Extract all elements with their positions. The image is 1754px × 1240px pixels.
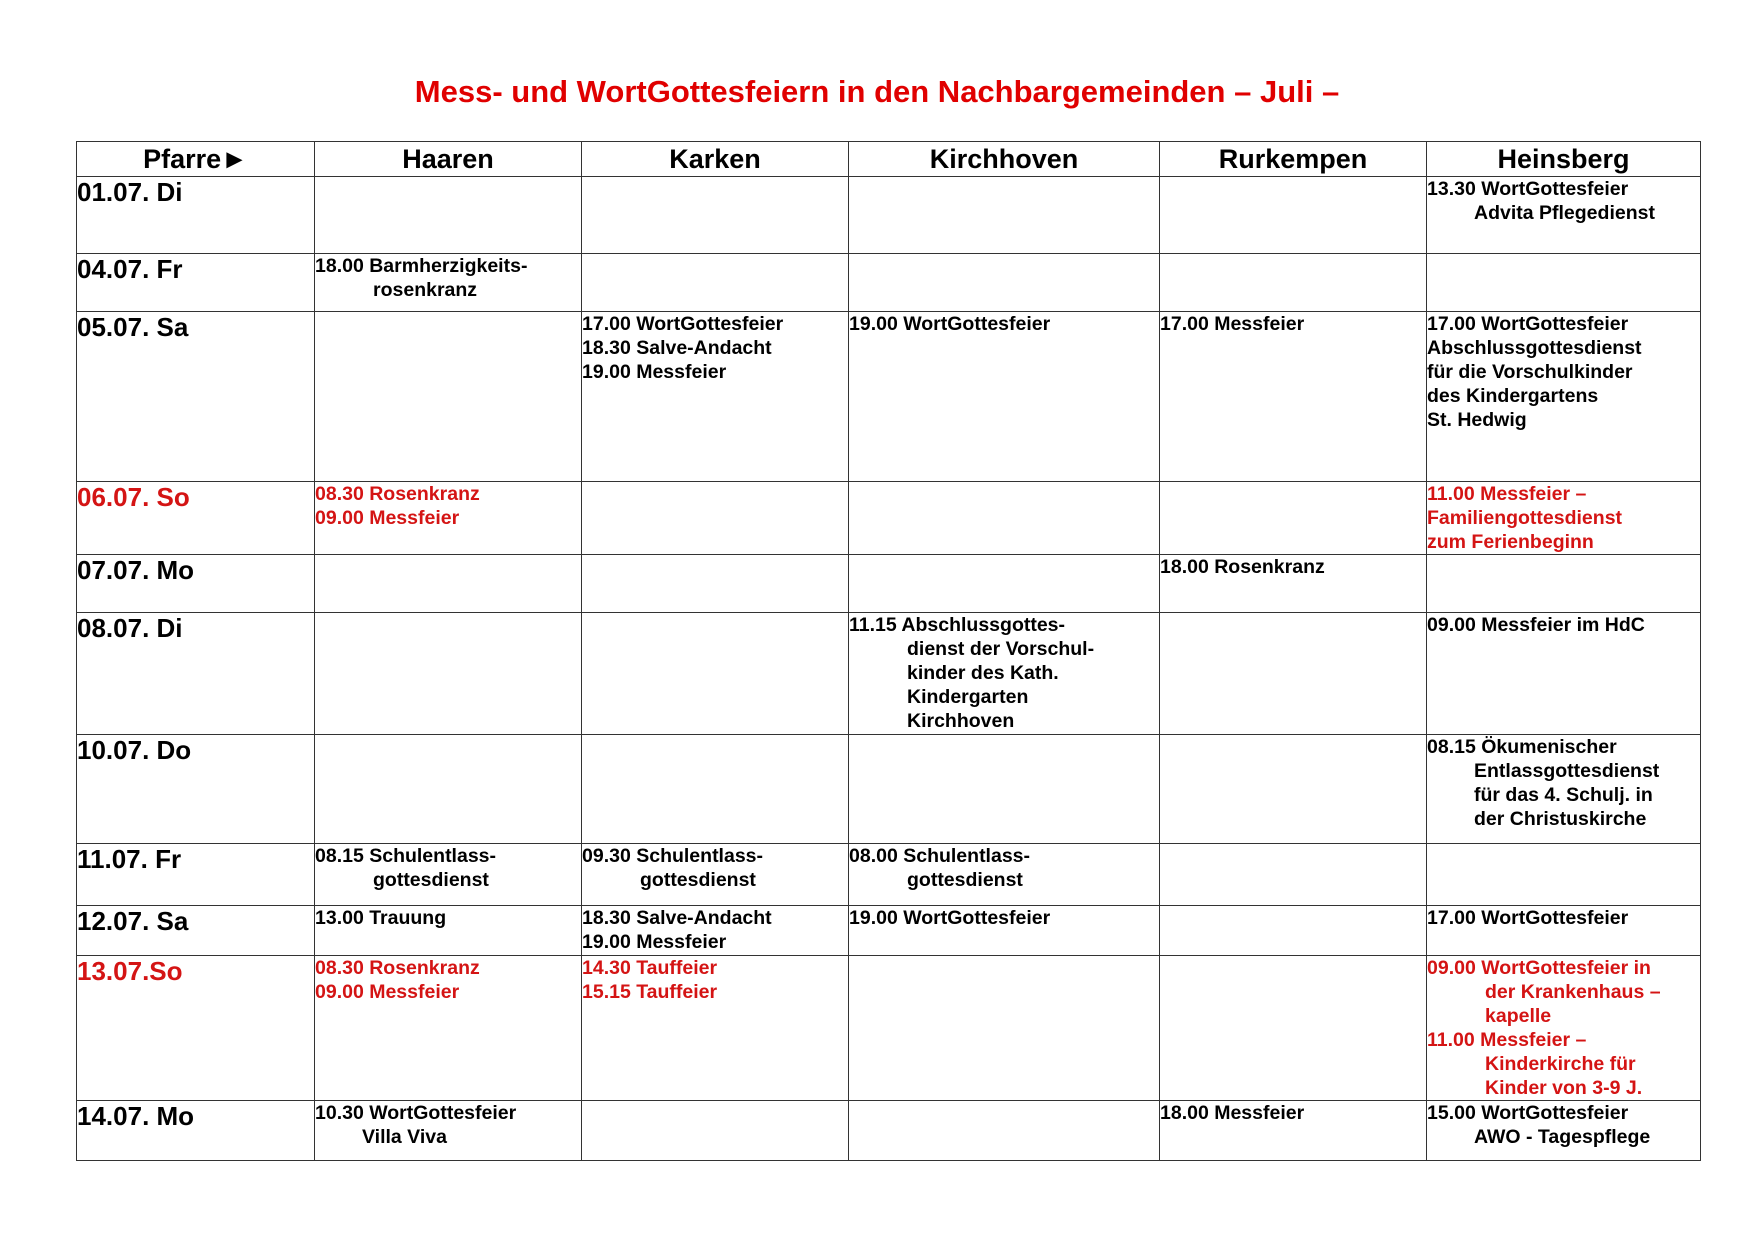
date-cell: 11.07. Fr [77,844,315,906]
table-row [77,555,1701,613]
cell-haaren [315,613,582,735]
header-rurkempen: Rurkempen [1160,142,1427,177]
event-line: dienst der Vorschul- [907,638,1095,660]
event-line: gottesdienst [640,869,756,891]
event-line: 09.00 WortGottesfeier in [1427,957,1651,979]
header-kirchhoven: Kirchhoven [849,142,1160,177]
cell-rurkempen [1160,613,1427,735]
cell-haaren [315,555,582,613]
cell-kirchhoven [849,312,1160,482]
event-line: rosenkranz [373,279,478,301]
cell-karken [582,254,849,312]
date-cell: 06.07. So [77,482,315,555]
event-line: für die Vorschulkinder [1427,361,1633,383]
cell-haaren [315,312,582,482]
cell-haaren [315,254,582,312]
event-line: gottesdienst [373,869,489,891]
schedule-table [76,141,1701,1161]
table-row [77,956,1701,1101]
event-line: Kirchhoven [907,710,1015,732]
header-row [77,142,1701,177]
cell-rurkempen [1160,482,1427,555]
table-row [77,735,1701,844]
cell-rurkempen [1160,177,1427,254]
date-cell: 10.07. Do [77,735,315,844]
event-line: 18.00 Rosenkranz [1160,556,1325,578]
event-line: Villa Viva [362,1126,447,1148]
table-row [77,254,1701,312]
cell-heinsberg [1427,613,1701,735]
date-cell: 14.07. Mo [77,1101,315,1161]
cell-kirchhoven [849,956,1160,1101]
event-line: 18.00 Messfeier [1160,1102,1305,1124]
cell-haaren [315,735,582,844]
cell-rurkempen [1160,956,1427,1101]
cell-rurkempen [1160,555,1427,613]
cell-heinsberg [1427,312,1701,482]
event-line: Familiengottesdienst [1427,507,1623,529]
cell-rurkempen [1160,254,1427,312]
date-cell: 04.07. Fr [77,254,315,312]
cell-haaren [315,1101,582,1161]
event-line: der Krankenhaus – [1485,981,1661,1003]
event-line: 08.30 Rosenkranz [315,957,480,979]
page-title: Mess- und WortGottesfeiern in den Nachbargemeinden – Juli – [414,74,1340,109]
event-line: 09.30 Schulentlass- [582,845,764,867]
date-cell: 13.07.So [77,956,315,1101]
event-line: 08.15 Schulentlass- [315,845,497,867]
table-row [77,906,1701,956]
cell-karken [582,177,849,254]
table-row [77,177,1701,254]
event-line: 13.30 WortGottesfeier [1427,178,1629,200]
cell-kirchhoven [849,613,1160,735]
event-line: 11.15 Abschlussgottes- [849,614,1066,636]
event-line: kinder des Kath. [907,662,1059,684]
cell-haaren [315,844,582,906]
event-line: 17.00 WortGottesfeier [1427,313,1629,335]
event-line: 09.00 Messfeier im HdC [1427,614,1645,636]
event-line: der Christuskirche [1474,808,1647,830]
cell-heinsberg [1427,1101,1701,1161]
event-line: 19.00 WortGottesfeier [849,907,1051,929]
cell-heinsberg [1427,177,1701,254]
cell-haaren [315,906,582,956]
cell-karken [582,482,849,555]
event-line: 17.00 WortGottesfeier [582,313,784,335]
cell-kirchhoven [849,555,1160,613]
date-cell: 01.07. Di [77,177,315,254]
event-line: 15.15 Tauffeier [582,981,718,1003]
cell-rurkempen [1160,1101,1427,1161]
event-line: 15.00 WortGottesfeier [1427,1102,1629,1124]
cell-rurkempen [1160,735,1427,844]
event-line: 18.30 Salve-Andacht [582,337,772,359]
cell-karken [582,735,849,844]
event-line: Kindergarten [907,686,1029,708]
header-heinsberg: Heinsberg [1427,142,1701,177]
event-line: Abschlussgottesdienst [1427,337,1642,359]
table-row [77,1101,1701,1161]
event-line: 13.00 Trauung [315,907,447,929]
cell-kirchhoven [849,482,1160,555]
table-row [77,312,1701,482]
event-line: 19.00 WortGottesfeier [849,313,1051,335]
event-line: Kinder von 3-9 J. [1485,1077,1643,1099]
event-line: 17.00 Messfeier [1160,313,1305,335]
cell-karken [582,312,849,482]
event-line: Advita Pflegedienst [1474,202,1655,224]
event-line: 08.30 Rosenkranz [315,483,480,505]
event-line: 11.00 Messfeier – [1427,1029,1587,1051]
cell-kirchhoven [849,1101,1160,1161]
cell-karken [582,844,849,906]
event-line: St. Hedwig [1427,409,1527,431]
date-cell: 05.07. Sa [77,312,315,482]
cell-heinsberg [1427,844,1701,906]
cell-kirchhoven [849,177,1160,254]
cell-karken [582,1101,849,1161]
cell-karken [582,906,849,956]
table-row [77,844,1701,906]
event-line: kapelle [1485,1005,1552,1027]
event-line: AWO - Tagespflege [1474,1126,1651,1148]
event-line: für das 4. Schulj. in [1474,784,1653,806]
cell-rurkempen [1160,312,1427,482]
date-cell: 08.07. Di [77,613,315,735]
cell-heinsberg [1427,735,1701,844]
event-line: zum Ferienbeginn [1427,531,1594,553]
event-line: 19.00 Messfeier [582,931,727,953]
event-line: 09.00 Messfeier [315,507,460,529]
event-line: Kinderkirche für [1485,1053,1636,1075]
cell-rurkempen [1160,844,1427,906]
cell-kirchhoven [849,906,1160,956]
event-line: 10.30 WortGottesfeier [315,1102,517,1124]
cell-heinsberg [1427,906,1701,956]
cell-heinsberg [1427,482,1701,555]
cell-heinsberg [1427,555,1701,613]
header-karken: Karken [582,142,849,177]
date-cell: 07.07. Mo [77,555,315,613]
cell-karken [582,956,849,1101]
table-row [77,613,1701,735]
cell-haaren [315,177,582,254]
header-pfarre: Pfarre► [77,142,315,177]
event-line: 08.00 Schulentlass- [849,845,1031,867]
event-line: 08.15 Ökumenischer [1427,736,1617,758]
cell-kirchhoven [849,254,1160,312]
event-line: des Kindergartens [1427,385,1599,407]
event-line: 19.00 Messfeier [582,361,727,383]
cell-heinsberg [1427,254,1701,312]
cell-karken [582,555,849,613]
cell-heinsberg [1427,956,1701,1101]
table-row [77,482,1701,555]
event-line: Entlassgottesdienst [1474,760,1660,782]
event-line: 18.00 Barmherzigkeits- [315,255,528,277]
event-line: 18.30 Salve-Andacht [582,907,772,929]
cell-rurkempen [1160,906,1427,956]
cell-karken [582,613,849,735]
event-line: gottesdienst [907,869,1023,891]
cell-kirchhoven [849,844,1160,906]
event-line: 17.00 WortGottesfeier [1427,907,1629,929]
date-cell: 12.07. Sa [77,906,315,956]
event-line: 11.00 Messfeier – [1427,483,1587,505]
cell-kirchhoven [849,735,1160,844]
header-haaren: Haaren [315,142,582,177]
event-line: 14.30 Tauffeier [582,957,718,979]
cell-haaren [315,956,582,1101]
cell-haaren [315,482,582,555]
event-line: 09.00 Messfeier [315,981,460,1003]
